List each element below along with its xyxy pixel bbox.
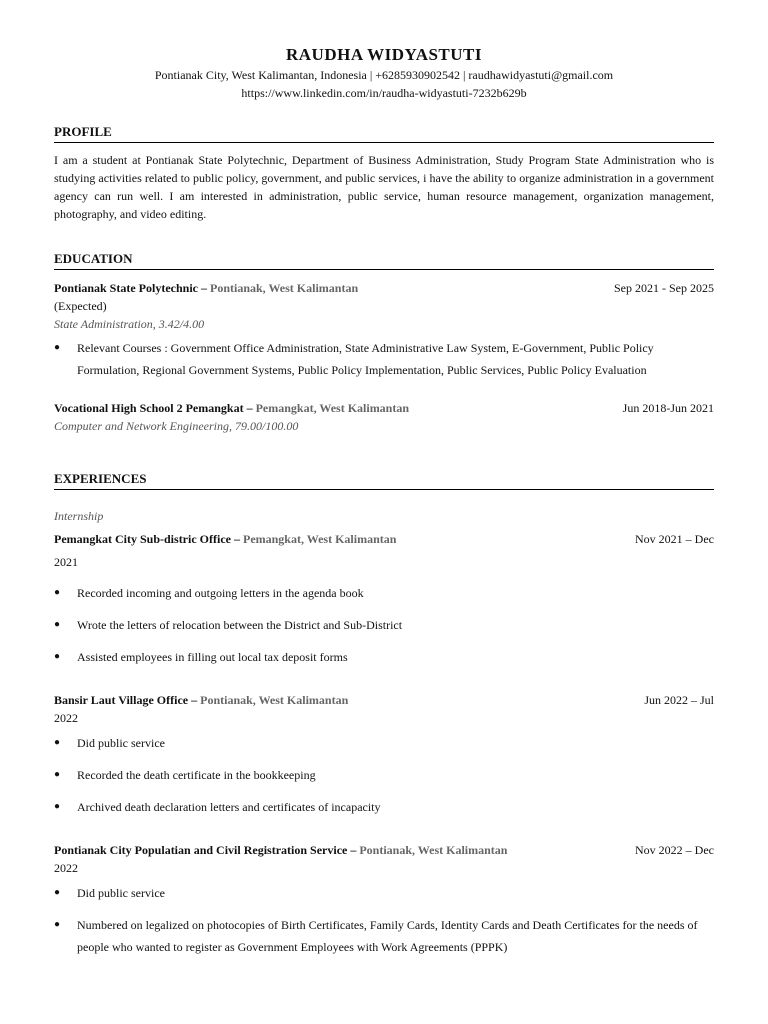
- separator: –: [230, 532, 243, 546]
- list-item: ● Recorded incoming and outgoing letters in the agenda book: [54, 582, 714, 604]
- education-entry: [54, 399, 714, 435]
- list-item: ● Archived death declaration letters and certificates of incapacity: [54, 796, 714, 818]
- separator: –: [347, 843, 360, 857]
- institution-location: Pontianak, West Kalimantan: [210, 281, 359, 295]
- education-section: [54, 251, 714, 270]
- list-item: ● Did public service: [54, 882, 714, 904]
- education-entry: [54, 279, 714, 381]
- organization-name: Bansir Laut Village Office: [54, 693, 189, 707]
- profile-section: [54, 124, 714, 223]
- experience-date-cont: 2021: [54, 555, 78, 569]
- institution-location: Pemangkat, West Kalimantan: [255, 401, 410, 415]
- category-label: Internship: [54, 509, 104, 523]
- experience-bullets: [54, 882, 714, 968]
- list-item: ● Wrote the letters of relocation between the District and Sub-District: [54, 614, 714, 636]
- list-item: ● Recorded the death certificate in the bookkeeping: [54, 764, 714, 786]
- education-detail: Computer and Network Engineering, 79.00/100.00: [54, 419, 299, 433]
- experience-date: Nov 2022 – Dec: [635, 843, 714, 857]
- list-item: ● Did public service: [54, 732, 714, 754]
- contact-line: Pontianak City, West Kalimantan, Indonesia | +6285930902542 | raudhawidyastuti@gmail.com: [154, 68, 614, 82]
- experience-category: [54, 507, 714, 525]
- institution-name: Pontianak State Polytechnic: [54, 281, 198, 295]
- education-note: (Expected): [54, 299, 107, 313]
- separator: –: [243, 401, 256, 415]
- organization-name: Pontianak City Populatian and Civil Registration Service: [54, 843, 348, 857]
- section-title-profile: PROFILE: [54, 124, 714, 143]
- experience-entry: [54, 841, 714, 877]
- separator: –: [188, 693, 201, 707]
- section-title-education: EDUCATION: [54, 251, 714, 270]
- section-title-experiences: EXPERIENCES: [54, 471, 714, 490]
- experiences-section: [54, 471, 714, 490]
- list-item: ● Numbered on legalized on photocopies of Birth Certificates, Family Cards, Identity Cards and Death Certificates for the needs of people who wanted to register as Government Employees with Work Agreements (PPPK): [54, 914, 714, 958]
- list-item: ● Relevant Courses : Government Office Administration, State Administrative Law System, E-Government, Public Policy Formulation, Regional Government Systems, Public Policy Implementation, Public Services, Public Policy Evaluation: [54, 337, 714, 381]
- experience-bullets: [54, 732, 714, 828]
- education-detail: State Administration, 3.42/4.00: [54, 317, 205, 331]
- experience-entry: [54, 691, 714, 727]
- experience-date-cont: 2022: [54, 711, 78, 725]
- candidate-name: RAUDHA WIDYASTUTI: [285, 45, 483, 64]
- experience-date: Jun 2022 – Jul: [644, 693, 714, 707]
- education-date: Jun 2018-Jun 2021: [622, 401, 714, 415]
- experience-entry: [54, 530, 714, 571]
- education-date: Sep 2021 - Sep 2025: [614, 281, 714, 295]
- list-item: ● Assisted employees in filling out local tax deposit forms: [54, 646, 714, 668]
- experience-bullets: [54, 582, 714, 678]
- organization-location: Pemangkat, West Kalimantan: [242, 532, 397, 546]
- organization-location: Pontianak, West Kalimantan: [200, 693, 349, 707]
- experience-date: Nov 2021 – Dec: [635, 532, 714, 546]
- profile-text: I am a student at Pontianak State Polytechnic, Department of Business Administration, Study Program State Administration who is studying activities related to public policy, government, and public services, i have the ability to organize administration in a government agency can run well. I am interested in administration, public service, human resource management, organization management, photography, and video editing.: [54, 153, 714, 221]
- resume-header: [0, 44, 768, 102]
- linkedin-url: https://www.linkedin.com/in/raudha-widyastuti-7232b629b: [241, 86, 527, 100]
- separator: –: [198, 281, 210, 295]
- organization-name: Pemangkat City Sub-distric Office: [54, 532, 231, 546]
- experience-date-cont: 2022: [54, 861, 78, 875]
- institution-name: Vocational High School 2 Pemangkat: [54, 401, 244, 415]
- organization-location: Pontianak, West Kalimantan: [359, 843, 508, 857]
